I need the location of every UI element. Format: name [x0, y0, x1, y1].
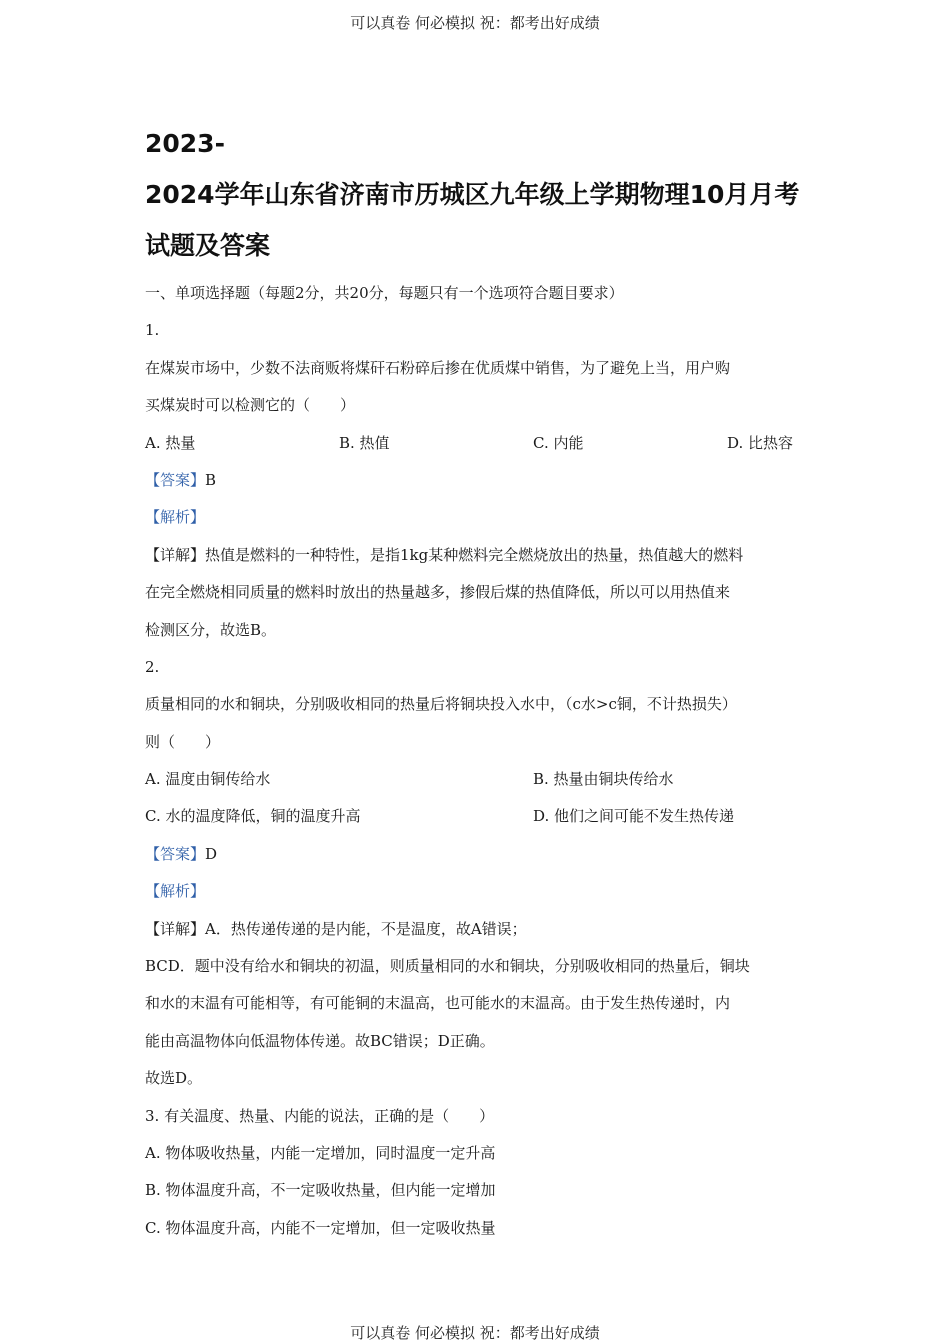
q3-stem: 3. 有关温度、热量、内能的说法，正确的是（ ） — [145, 1106, 495, 1125]
title-line-3: 试题及答案 — [145, 231, 271, 260]
q2-number: 2. — [145, 657, 160, 676]
section-heading: 一、单项选择题（每题2分，共20分，每题只有一个选项符合题目要求） — [145, 284, 624, 302]
q3-option-b: B. 物体温度升高，不一定吸收热量，但内能一定增加 — [145, 1181, 496, 1200]
q1-detail-1 — [145, 537, 810, 574]
q2-detail-1 — [145, 911, 810, 948]
document-body — [145, 118, 810, 1247]
q2-stem-2: 则（ ） — [145, 732, 221, 751]
q1-stem-2: 买煤炭时可以检测它的（ ） — [145, 396, 356, 415]
q2-option-a: A. 温度由铜传给水 — [145, 770, 271, 789]
q2-detail-4: 能由高温物体向低温物体传递。故BC错误；D正确。 — [145, 1031, 495, 1050]
q2-analysis-tag: 【解析】 — [145, 882, 206, 901]
q1-answer-value: B — [205, 470, 217, 489]
detail-tag: 【详解】 — [145, 919, 206, 938]
q3-option-c: C. 物体温度升高，内能不一定增加，但一定吸收热量 — [145, 1218, 496, 1237]
title-line-2: 2024学年山东省济南市历城区九年级上学期物理10月月考 — [145, 180, 800, 209]
q2-option-c: C. 水的温度降低，铜的温度升高 — [145, 807, 361, 826]
q1-answer — [145, 462, 810, 499]
answer-tag: 【答案】 — [145, 844, 206, 863]
q1-option-d: D. 比热容 — [727, 433, 794, 452]
q1-option-a: A. 热量 — [145, 433, 196, 452]
q2-detail-5: 故选D。 — [145, 1069, 203, 1088]
q1-detail-2: 在完全燃烧相同质量的燃料时放出的热量越多，掺假后煤的热值降低，所以可以用热值来 — [145, 583, 731, 602]
q2-stem-1: 质量相同的水和铜块，分别吸收相同的热量后将铜块投入水中，（c水>c铜，不计热损失） — [145, 695, 737, 714]
q3-option-a: A. 物体吸收热量，内能一定增加，同时温度一定升高 — [145, 1143, 496, 1162]
q2-detail-2: BCD．题中没有给水和铜块的初温，则质量相同的水和铜块，分别吸收相同的热量后，铜块 — [145, 957, 750, 976]
q1-detail-text-1: 热值是燃料的一种特性，是指1kg某种燃料完全燃烧放出的热量，热值越大的燃料 — [205, 545, 744, 564]
q2-detail-text-1: A．热传递传递的是内能，不是温度，故A错误； — [205, 919, 527, 938]
q2-option-d: D. 他们之间可能不发生热传递 — [533, 807, 735, 826]
q1-option-b: B. 热值 — [339, 433, 390, 452]
q1-number: 1. — [145, 321, 160, 340]
q2-option-b: B. 热量由铜块传给水 — [533, 770, 674, 789]
q1-detail-3: 检测区分，故选B。 — [145, 620, 277, 639]
title-line-1: 2023- — [145, 129, 225, 158]
q2-options-row-1 — [145, 761, 810, 798]
document-title — [145, 118, 810, 271]
page-header: 可以真卷 何必模拟 祝：都考出好成绩 — [350, 14, 600, 32]
detail-tag: 【详解】 — [145, 545, 206, 564]
q2-answer-value: D — [205, 844, 218, 863]
q2-answer — [145, 836, 810, 873]
q2-options-row-2 — [145, 798, 810, 835]
answer-tag: 【答案】 — [145, 470, 206, 489]
q1-option-c: C. 内能 — [533, 433, 584, 452]
q1-analysis-tag: 【解析】 — [145, 508, 206, 527]
q1-options — [145, 425, 810, 462]
q2-detail-3: 和水的末温有可能相等，有可能铜的末温高，也可能水的末温高。由于发生热传递时，内 — [145, 994, 731, 1013]
q1-stem-1: 在煤炭市场中，少数不法商贩将煤矸石粉碎后掺在优质煤中销售，为了避免上当，用户购 — [145, 358, 731, 377]
page-footer: 可以真卷 何必模拟 祝：都考出好成绩 — [350, 1324, 600, 1342]
